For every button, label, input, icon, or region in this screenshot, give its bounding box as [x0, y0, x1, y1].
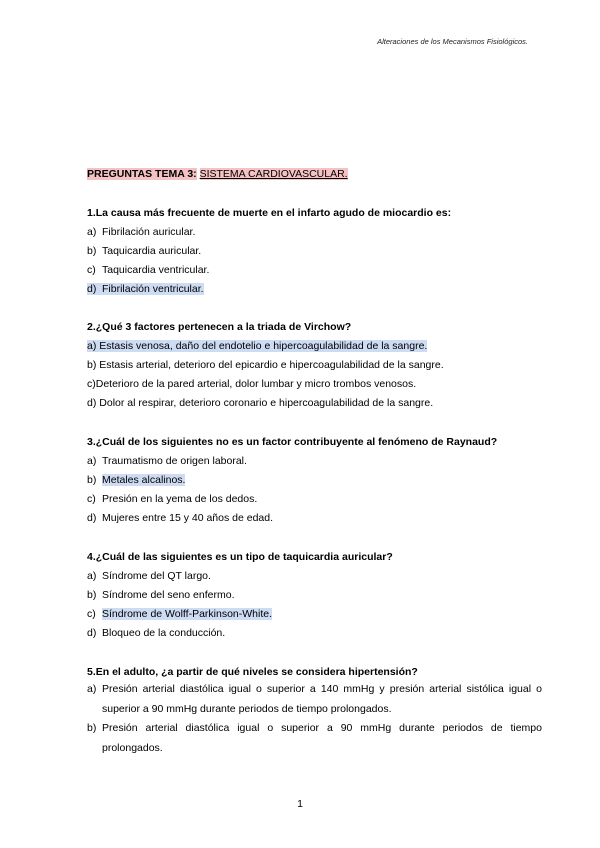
option-text: Presión arterial diastólica igual o superior a 90 mmHg durante periodos de tiempo prolongados. [102, 722, 542, 754]
option-letter: c) [87, 264, 96, 276]
option-letter: b) [87, 245, 97, 257]
option-letter: d) [87, 512, 97, 524]
q4-option-d [87, 627, 225, 639]
option-text: Presión en la yema de los dedos. [102, 493, 258, 505]
q5-option-b [87, 719, 542, 758]
q3-option-c [87, 493, 257, 505]
option-letter: a) [87, 340, 97, 352]
q1-option-a [87, 226, 195, 238]
option-letter: a) [87, 683, 97, 695]
q4-option-a [87, 570, 211, 582]
question-1: 1.La causa más frecuente de muerte en el infarto agudo de miocardio es: [87, 207, 452, 219]
option-text: Mujeres entre 15 y 40 años de edad. [102, 512, 274, 524]
q1-option-c [87, 264, 209, 276]
option-letter: d) [87, 627, 97, 639]
q4-option-b [87, 589, 235, 601]
option-letter: b) [87, 722, 97, 734]
option-letter: b) [87, 474, 97, 486]
question-3: 3.¿Cuál de los siguientes no es un factor contribuyente al fenómeno de Raynaud? [87, 436, 498, 448]
q2-option-d [87, 397, 433, 409]
q4-option-c [87, 608, 272, 620]
question-4: 4.¿Cuál de las siguientes es un tipo de taquicardia auricular? [87, 551, 393, 563]
option-text: Taquicardia ventricular. [102, 264, 210, 276]
question-5: 5.En el adulto, ¿a partir de qué niveles se considera hipertensión? [87, 666, 418, 678]
page-number: 1 [297, 798, 303, 810]
option-text: Síndrome del QT largo. [102, 570, 211, 582]
title-topic: SISTEMA CARDIOVASCULAR. [199, 168, 348, 180]
q2-option-b [87, 359, 444, 371]
option-text: Deterioro de la pared arterial, dolor lumbar y micro trombos venosos. [95, 378, 417, 390]
q3-option-d [87, 512, 273, 524]
option-text: Traumatismo de origen laboral. [102, 455, 247, 467]
section-title [87, 168, 348, 180]
option-text: Estasis arterial, deterioro del epicardio e hipercoagulabilidad de la sangre. [99, 359, 444, 371]
question-2: 2.¿Qué 3 factores pertenecen a la triada de Virchow? [87, 321, 352, 333]
q5-option-a [87, 680, 542, 719]
option-text: Estasis venosa, daño del endotelio e hipercoagulabilidad de la sangre. [99, 340, 428, 352]
option-text: Fibrilación auricular. [102, 226, 196, 238]
option-letter: c) [87, 608, 96, 620]
option-letter: c) [87, 378, 96, 390]
option-letter: d) [87, 283, 97, 295]
running-header: Alteraciones de los Mecanismos Fisiológicos. [377, 37, 528, 46]
q3-option-b [87, 474, 185, 486]
q3-option-a [87, 455, 247, 467]
option-letter: d) [87, 397, 97, 409]
option-letter: b) [87, 359, 97, 371]
q1-option-d [87, 283, 204, 295]
option-text: Taquicardia auricular. [102, 245, 202, 257]
correct-answer-highlight [87, 283, 204, 295]
option-text: Dolor al respirar, deterioro coronario e hipercoagulabilidad de la sangre. [99, 397, 434, 409]
option-letter: b) [87, 589, 97, 601]
correct-answer-highlight: Metales alcalinos. [102, 474, 186, 486]
q2-option-a [87, 340, 427, 352]
q2-option-c [87, 378, 416, 390]
option-text: Bloqueo de la conducción. [102, 627, 226, 639]
q1-option-b [87, 245, 201, 257]
option-text: Fibrilación ventricular. [102, 283, 204, 295]
option-letter: a) [87, 226, 97, 238]
correct-answer-highlight [87, 340, 427, 352]
option-text: Síndrome del seno enfermo. [102, 589, 235, 601]
title-label: PREGUNTAS TEMA 3: [87, 168, 197, 180]
option-letter: a) [87, 455, 97, 467]
option-letter: c) [87, 493, 96, 505]
option-text: Presión arterial diastólica igual o superior a 140 mmHg y presión arterial sistólica igual o superior a 90 mmHg durante periodos de tiempo prolongados. [102, 683, 542, 715]
option-letter: a) [87, 570, 97, 582]
correct-answer-highlight: Síndrome de Wolff-Parkinson-White. [102, 608, 273, 620]
